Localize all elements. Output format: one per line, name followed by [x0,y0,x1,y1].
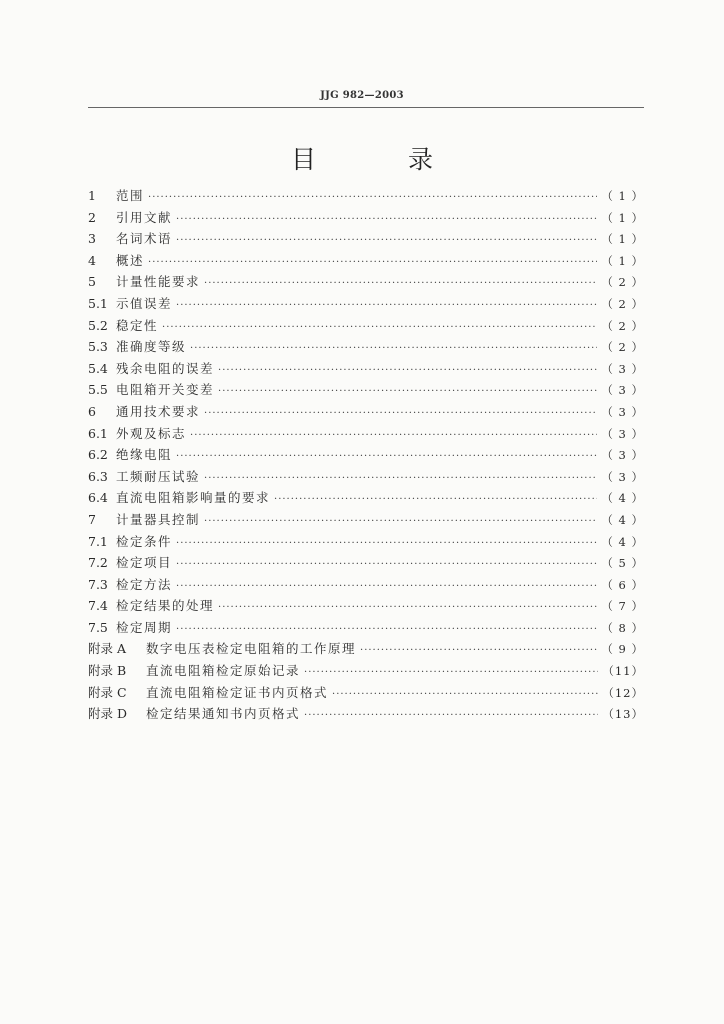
toc-entry-title: 范围 [116,188,145,203]
toc-entry-page: （ 3 ） [601,383,644,398]
toc-dot-leader [176,451,597,462]
toc-entry-title: 稳定性 [116,317,159,333]
toc-entry-title: 绝缘电阻 [116,447,173,463]
toc-entry[interactable] [88,467,644,489]
toc-dot-leader [204,278,597,289]
toc-dot-leader [176,624,597,635]
toc-entry-page: （ 2 ） [601,275,644,290]
toc-entry-page: （ 2 ） [601,318,644,333]
toc-entry-page: （ 3 ） [601,448,644,463]
toc-entry-title: 计量器具控制 [116,511,201,527]
toc-entry[interactable] [88,661,644,683]
toc-entry-number: 5.2 [88,317,108,333]
toc-entry-page: （ 8 ） [601,620,644,635]
toc-entry-page: （ 4 ） [601,491,644,506]
toc-dot-leader [304,667,598,678]
toc-entry[interactable] [88,488,644,510]
toc-entry[interactable] [88,445,644,467]
toc-entry-title: 检定条件 [116,533,173,549]
toc-dot-leader [274,494,597,505]
toc-entry-number: 6.4 [88,490,108,506]
toc-dot-leader [148,192,597,203]
toc-entry[interactable] [88,294,644,316]
toc-entry[interactable] [88,532,644,554]
toc-entry[interactable] [88,618,644,640]
toc-dot-leader [176,300,597,311]
toc-entry-page: （ 3 ） [601,361,644,376]
toc-entry-number: 6.2 [88,447,108,463]
toc-entry-title: 直流电阻箱检定原始记录 [146,663,301,679]
toc-entry-title: 直流电阻箱影响量的要求 [116,490,271,506]
toc-dot-leader [218,602,597,613]
toc-entry-page: （ 3 ） [601,426,644,441]
toc-dot-leader [176,559,597,570]
toc-dot-leader [176,214,597,225]
toc-dot-leader [360,645,597,656]
toc-title: 目 录 [291,145,475,174]
toc-entry[interactable] [88,639,644,661]
toc-entry-number: 7.3 [88,576,108,592]
toc-entry[interactable] [88,316,644,338]
toc-entry[interactable] [88,510,644,532]
toc-dot-leader [204,516,597,527]
toc-entry-number: 附录 B [88,663,127,679]
toc-entry-title: 数字电压表检定电阻箱的工作原理 [146,641,357,657]
toc-entry[interactable] [88,208,644,230]
toc-entry-number: 5.4 [88,360,108,376]
toc-dot-leader [332,689,598,700]
toc-entry[interactable] [88,251,644,273]
toc-entry[interactable] [88,380,644,402]
toc-entry-number: 4 [88,252,96,268]
toc-entry-title: 检定方法 [116,576,173,592]
toc-entry-title: 引用文献 [116,209,173,225]
toc-dot-leader [162,322,597,333]
toc-entry[interactable] [88,359,644,381]
toc-entry-title: 电阻箱开关变差 [116,382,215,398]
toc-entry-title: 直流电阻箱检定证书内页格式 [146,684,329,700]
toc-entry-number: 附录 C [88,684,127,700]
toc-entry[interactable] [88,229,644,251]
toc-entry-title: 示值误差 [116,295,173,311]
toc-entry[interactable] [88,424,644,446]
toc-entry-title: 概述 [116,252,145,268]
toc-entry-page: （ 2 ） [601,296,644,311]
toc-dot-leader [204,408,597,419]
toc-dot-leader [218,365,597,376]
toc-entry-page: （ 1 ） [601,253,644,268]
toc-entry[interactable] [88,596,644,618]
toc-entry-title: 工频耐压试验 [116,468,201,484]
toc-entry-number: 7.2 [88,555,108,571]
toc-entry[interactable] [88,272,644,294]
toc-entry-page: （ 4 ） [601,512,644,527]
toc-entry-number: 5.3 [88,339,108,355]
toc-dot-leader [176,235,597,246]
toc-entry[interactable] [88,337,644,359]
header-divider [88,107,644,108]
toc-entry[interactable] [88,186,644,208]
toc-entry-number: 7.5 [88,619,108,635]
toc-entry-page: （12） [602,685,644,700]
toc-entry-number: 5.1 [88,295,108,311]
toc-entry-page: （ 1 ） [601,210,644,225]
toc-entry-title: 外观及标志 [116,425,187,441]
toc-entry-number: 6 [88,403,96,419]
toc-entry-title: 检定周期 [116,619,173,635]
toc-dot-leader [304,710,598,721]
toc-entry-page: （ 3 ） [601,469,644,484]
toc-entry-page: （ 1 ） [601,189,644,203]
toc-entry-number: 6.1 [88,425,108,441]
toc-entry-page: （11） [602,664,644,679]
toc-entry-number: 7.4 [88,598,108,614]
toc-entry-title: 检定结果通知书内页格式 [146,706,301,722]
toc-entry-number: 附录 D [88,706,127,722]
toc-entry-number: 5.5 [88,382,108,398]
toc-dot-leader [176,538,597,549]
toc-entry-number: 2 [88,209,96,225]
toc-entry-page: （ 6 ） [601,577,644,592]
toc-entry-page: （ 3 ） [601,404,644,419]
toc-entry[interactable] [88,575,644,597]
toc-entry-page: （ 7 ） [601,599,644,614]
toc-entry-title: 检定结果的处理 [116,598,215,614]
toc-entry-title: 准确度等级 [116,339,187,355]
toc-dot-leader [218,386,597,397]
toc-dot-leader [204,473,597,484]
toc-entry-number: 1 [88,188,96,203]
toc-entry-title: 通用技术要求 [116,403,201,419]
toc-entry[interactable] [88,553,644,575]
toc-entry-page: （ 4 ） [601,534,644,549]
toc-dot-leader [190,343,597,354]
table-of-contents [88,186,644,726]
toc-entry-title: 计量性能要求 [116,274,201,290]
toc-entry-page: （13） [602,707,644,722]
toc-entry-page: （ 5 ） [601,556,644,571]
toc-entry-number: 附录 A [88,641,127,657]
toc-entry-title: 检定项目 [116,555,173,571]
toc-entry-title: 残余电阻的误差 [116,360,215,376]
toc-dot-leader [176,581,597,592]
toc-entry[interactable] [88,683,644,705]
toc-entry-number: 3 [88,231,96,247]
toc-entry[interactable] [88,402,644,424]
toc-entry-number: 6.3 [88,468,108,484]
toc-entry-number: 7.1 [88,533,108,549]
toc-entry-page: （ 1 ） [601,232,644,247]
toc-entry-page: （ 9 ） [601,642,644,657]
toc-entry-page: （ 2 ） [601,340,644,355]
toc-dot-leader [148,257,597,268]
toc-entry-number: 5 [88,274,96,290]
standard-code-header: JJG 982—2003 [320,90,404,101]
toc-dot-leader [190,430,597,441]
toc-entry[interactable] [88,704,644,726]
toc-entry-title: 名词术语 [116,231,173,247]
toc-entry-number: 7 [88,511,96,527]
